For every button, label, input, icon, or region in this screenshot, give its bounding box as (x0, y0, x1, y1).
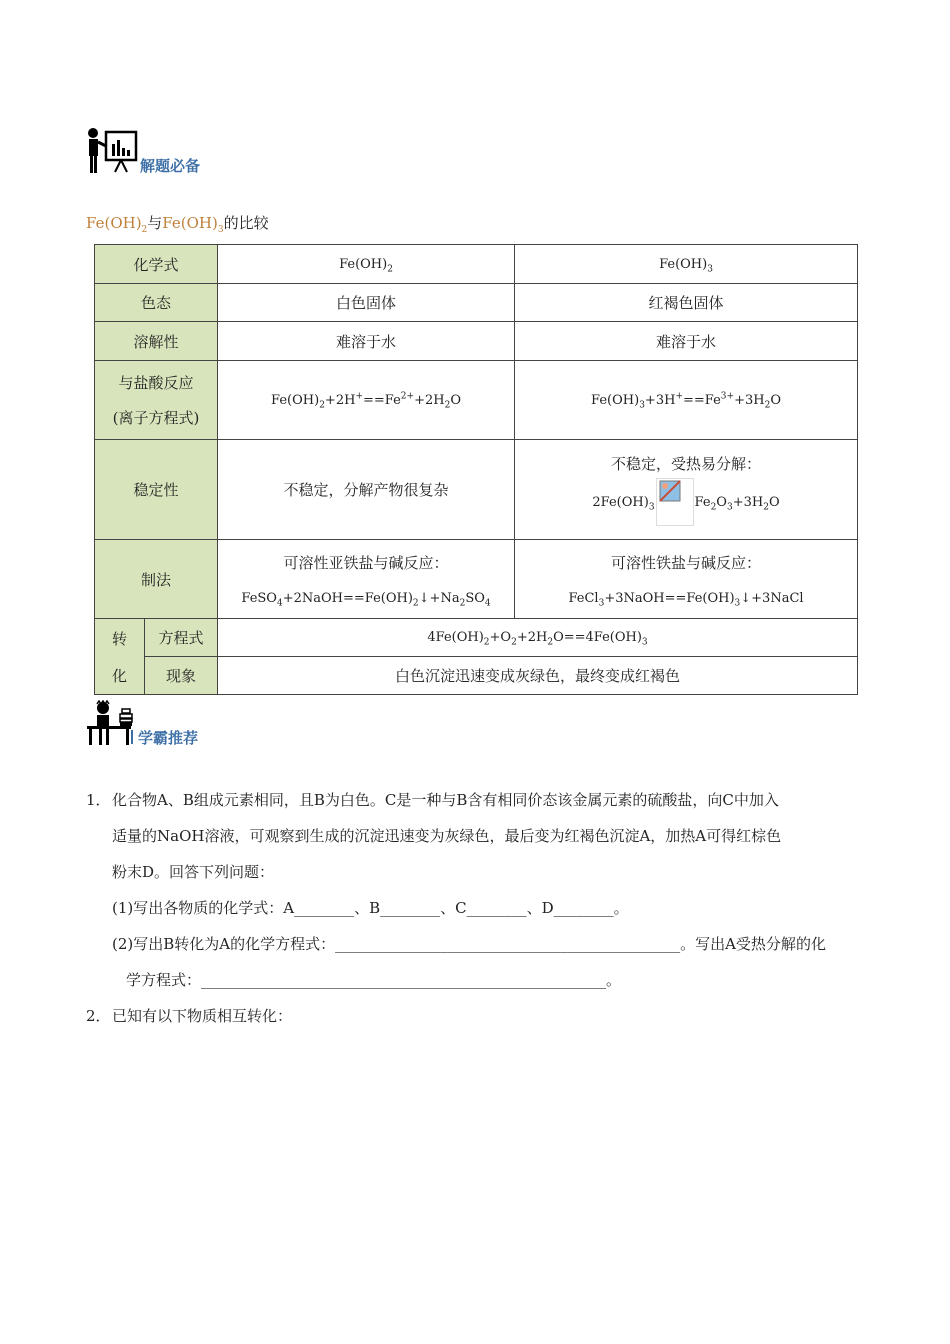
caption-connector: 与$Fe(OH)_3$的比较 (147, 214, 269, 235)
conversion-label-char2: 化 (111, 666, 127, 685)
row-label-equation: 方程式 (145, 619, 218, 657)
solubility-feoh2: 难溶于水 (218, 322, 515, 361)
section-header-recommend (86, 700, 198, 746)
conversion-equation: $4Fe(OH)_2+O_2+2H_2O==4Fe(OH)_3$ (218, 619, 858, 657)
table-row (95, 440, 858, 540)
hcl-label-line1: 与盐酸反应 (118, 374, 194, 392)
table-row (95, 245, 858, 284)
table-row (95, 540, 858, 619)
row-label-conversion (95, 619, 145, 695)
question-number: 1． (86, 791, 111, 809)
question-list (86, 782, 876, 1034)
hcl-label-line2: (离子方程式) (112, 409, 200, 427)
color-feoh3: 红褐色固体 (515, 284, 858, 322)
row-label-formula: 化学式 (95, 245, 218, 284)
stability-feoh2: 不稳定，分解产物很复杂 (218, 440, 515, 540)
row-label-hcl (95, 361, 218, 440)
student-desk-icon (86, 700, 136, 746)
question-text: 已知有以下物质相互转化： (112, 1007, 293, 1025)
color-feoh2: 白色固体 (218, 284, 515, 322)
conversion-phenomenon: 白色沉淀迅速变成灰绿色，最终变成红褐色 (218, 657, 858, 695)
solubility-feoh3: 难溶于水 (515, 322, 858, 361)
heat-arrow-image-icon (656, 478, 694, 526)
row-label-prep: 制法 (95, 540, 218, 619)
prep-feoh3-equation: $FeCl_3+3NaOH==Fe(OH)_3↓+3NaCl$ (568, 591, 804, 609)
comparison-table (94, 244, 858, 695)
prep-feoh2-desc: 可溶性亚铁盐与碱反应： (283, 554, 449, 572)
question-text: 化合物A、B组成元素相同，且B为白色。C是一种与B含有相同价态该金属元素的硫酸盐，向C中加入 (112, 791, 779, 809)
row-label-phenomenon: 现象 (145, 657, 218, 695)
conversion-label-char1: 转 (111, 629, 127, 648)
table-caption (86, 212, 269, 233)
question-number: 2． (86, 1007, 111, 1025)
table-row (95, 619, 858, 657)
sub-question-2-cont: 学方程式：______________________________________________________。 (126, 971, 622, 989)
prep-feoh3-desc: 可溶性铁盐与碱反应： (611, 554, 762, 572)
table-row (95, 657, 858, 695)
section-title: 解题必备 (140, 157, 201, 175)
teacher-board-icon (86, 126, 138, 174)
row-label-color: 色态 (95, 284, 218, 322)
header-feoh3: $Fe(OH)_3$ (515, 245, 858, 284)
stability-feoh3-desc: 不稳定，受热易分解： (611, 455, 762, 473)
row-label-stability: 稳定性 (95, 440, 218, 540)
caption-formula-1: $Fe(OH)_2$ (86, 214, 148, 235)
prep-feoh2 (218, 540, 515, 619)
prep-feoh3 (515, 540, 858, 619)
question-text: 粉末D。回答下列问题： (112, 863, 275, 881)
table-row (95, 322, 858, 361)
question-1 (86, 782, 876, 818)
table-row (95, 361, 858, 440)
table-row (95, 284, 858, 322)
stability-feoh3 (515, 440, 858, 540)
header-feoh2: $Fe(OH)_2$ (218, 245, 515, 284)
hcl-feoh3: $Fe(OH)_3+3H^+==Fe^{3+}+3H_2O$ (515, 361, 858, 440)
section-title: 学霸推荐 (138, 729, 199, 747)
question-2 (86, 998, 876, 1034)
decomposition-equation: $2Fe(OH)_3$ $Fe_2O_3+3H_2O$ (592, 478, 779, 526)
section-header-prep (86, 126, 200, 174)
row-label-solubility: 溶解性 (95, 322, 218, 361)
sub-question-1: (1)写出各物质的化学式：A________、B________、C________、D________。 (112, 899, 629, 917)
prep-feoh2-equation: $FeSO_4+2NaOH==Fe(OH)_2↓+Na_2SO_4$ (241, 591, 491, 609)
hcl-feoh2: $Fe(OH)_2+2H^+==Fe^{2+}+2H_2O$ (218, 361, 515, 440)
question-text: 适量的NaOH溶液，可观察到生成的沉淀迅速变为灰绿色，最后变为红褐色沉淀A，加热A可得红棕色 (112, 827, 782, 845)
sub-question-2: (2)写出B转化为A的化学方程式：______________________________________________。写出A受热分解的化 (112, 935, 826, 953)
